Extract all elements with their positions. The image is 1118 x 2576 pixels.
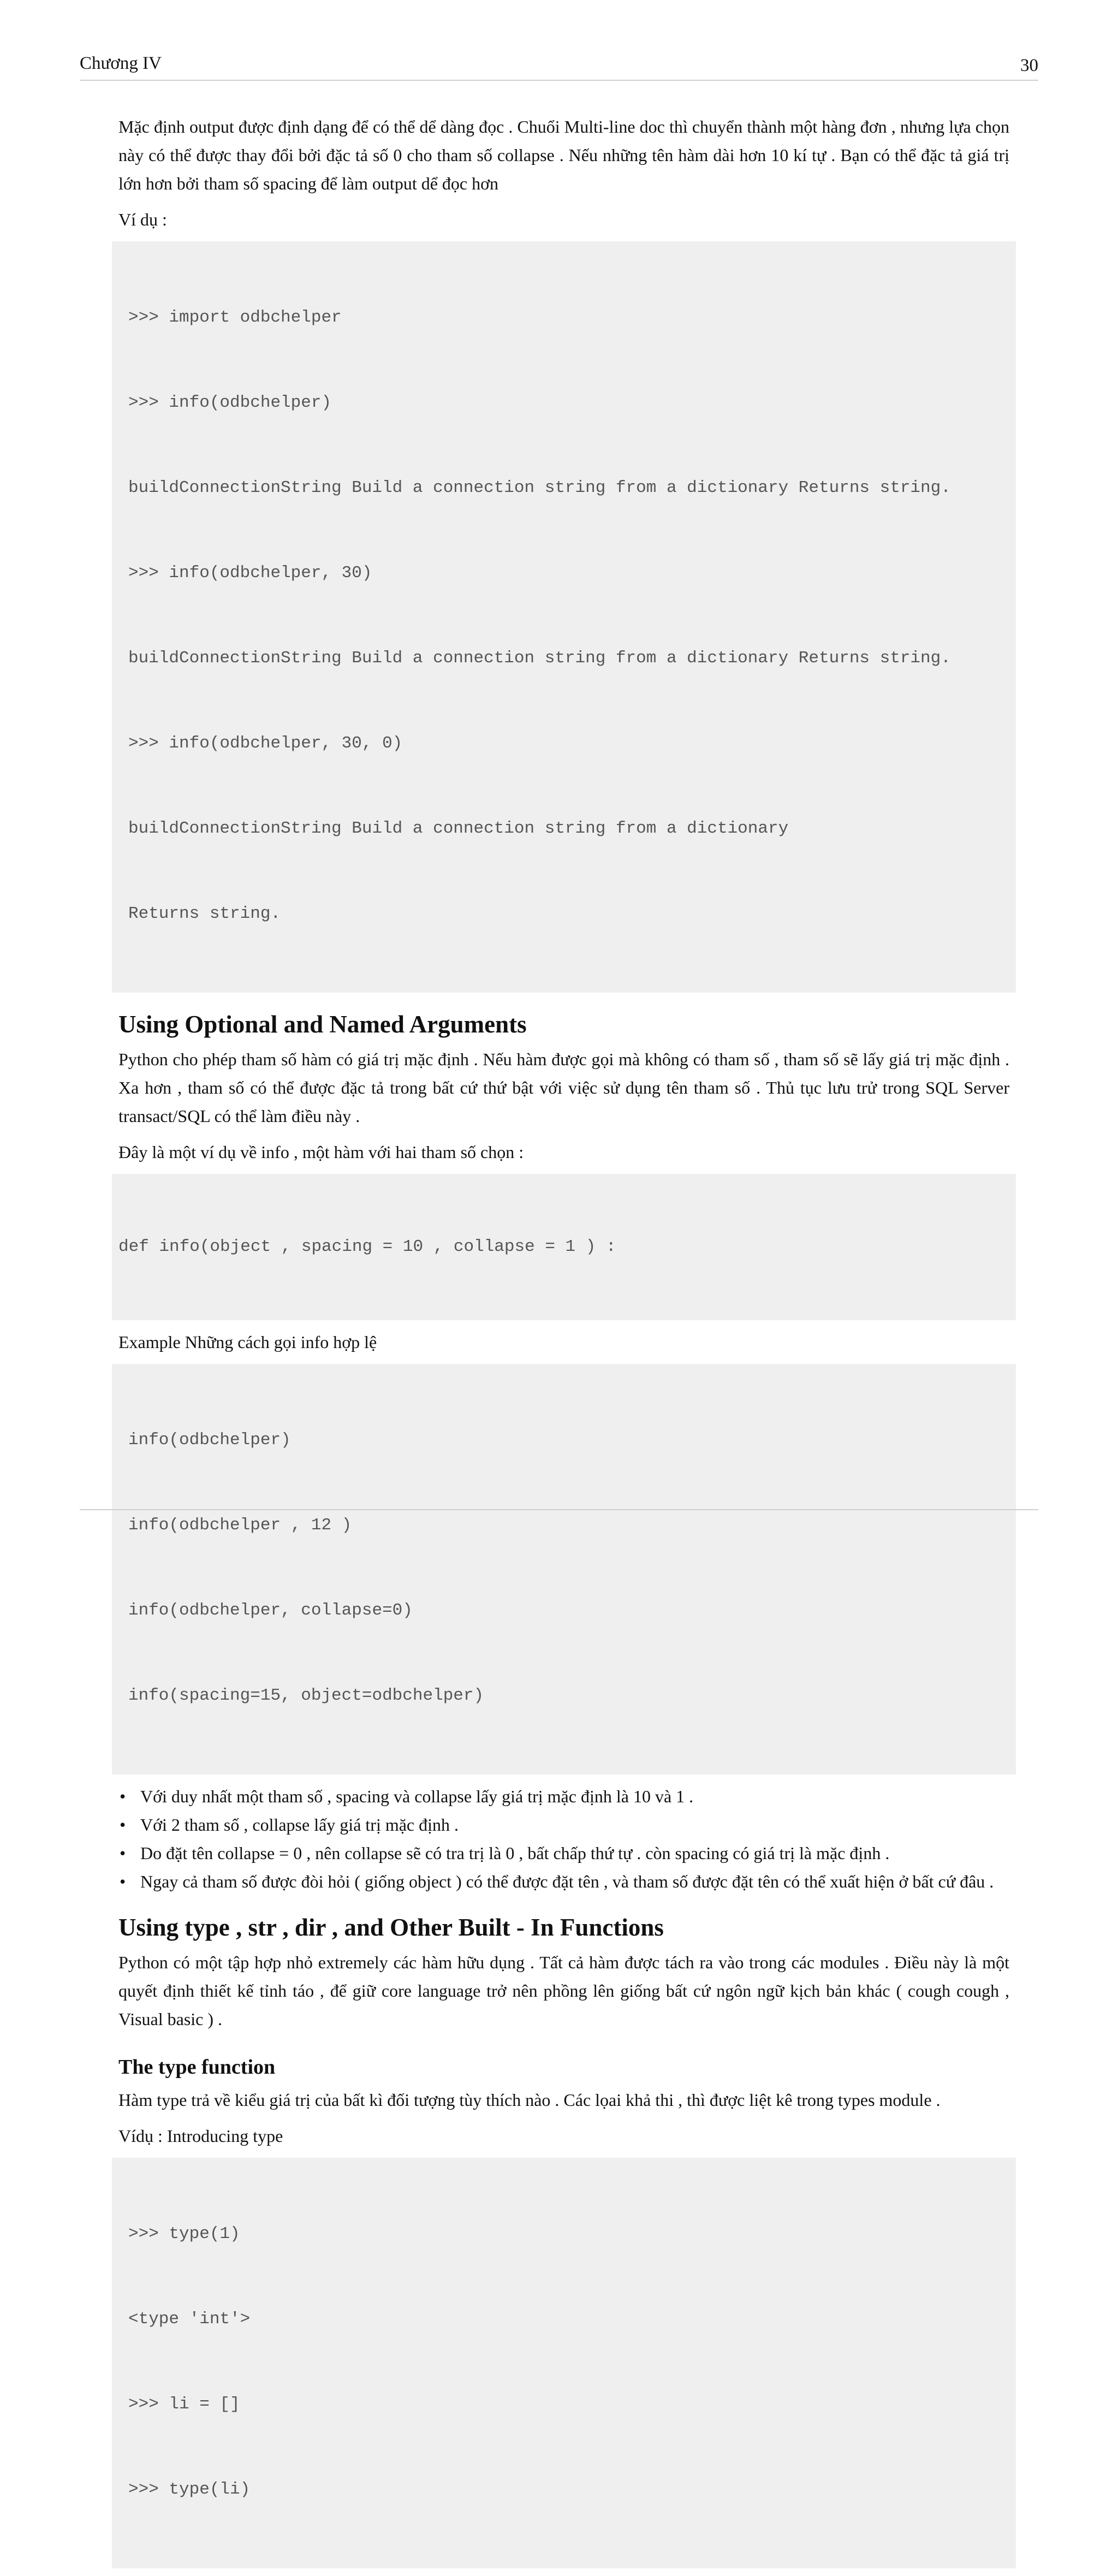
bullet-icon: •	[120, 1815, 126, 1835]
code-line: buildConnectionString Build a connection string from a dictionary Returns string.	[128, 649, 951, 668]
heading-optional-named-arguments: Using Optional and Named Arguments	[118, 1011, 527, 1038]
paragraph-type-description: Hàm type trả về kiểu giá trị của bất kì đối tượng tùy thích nào . Các lọai khả thi , thì được liệt kê trong types module .	[118, 2090, 941, 2110]
page-content	[118, 112, 1009, 2576]
code-line: info(odbchelper, collapse=0)	[128, 1601, 413, 1620]
code-line: >>> info(odbchelper, 30, 0)	[128, 734, 403, 753]
list-item-text: Với duy nhất một tham số , spacing và collapse lấy giá trị mặc định là 10 và 1 .	[140, 1786, 694, 1806]
code-line: info(odbchelper)	[128, 1431, 291, 1450]
list-item-text: Do đặt tên collapse = 0 , nên collapse sẽ có tra trị là 0 , bất chấp thứ tự . còn spacing có giá trị là mặc định .	[140, 1843, 890, 1863]
page-number: 30	[1020, 56, 1038, 75]
list-item-text: Ngay cả tham số được đòi hỏi ( giống object ) có thể được đặt tên , và tham số được đặt tên có thể xuất hiện ở bất cứ đâu .	[140, 1872, 994, 1891]
page-header	[80, 54, 1038, 81]
bullet-icon: •	[120, 1786, 126, 1806]
code-line: buildConnectionString Build a connection string from a dictionary Returns string.	[128, 478, 951, 497]
code-block-def-info	[112, 1174, 1016, 1320]
bullet-icon: •	[120, 1843, 126, 1863]
code-line: >>> type(li)	[128, 2480, 251, 2499]
list-item	[118, 1867, 1009, 1896]
bullet-icon: •	[120, 1872, 126, 1891]
code-line: buildConnectionString Build a connection string from a dictionary	[128, 819, 789, 838]
paragraph-info-example: Đây là một ví dụ về info , một hàm với hai tham số chọn :	[118, 1142, 524, 1162]
code-line: >>> info(odbchelper, 30)	[128, 563, 372, 583]
chapter-title: Chương IV	[80, 54, 162, 73]
list-item	[118, 1839, 1009, 1867]
paragraph-example-label: Ví dụ :	[118, 210, 167, 229]
heading-type-function: The type function	[118, 2056, 276, 2079]
code-line: >>> import odbchelper	[128, 308, 342, 327]
code-block-info	[112, 241, 1016, 993]
code-block-info-calls	[112, 1364, 1016, 1774]
list-item	[118, 1811, 1009, 1839]
code-block-type	[112, 2158, 1016, 2568]
code-line: >>> type(1)	[128, 2224, 240, 2243]
heading-builtin-functions: Using type , str , dir , and Other Built - In Functions	[118, 1914, 664, 1941]
paragraph-valid-calls: Example Những cách gọi info hợp lệ	[118, 1332, 377, 1352]
paragraph-intro: Mặc định output được định dạng để có thể dể dàng đọc . Chuổi Multi-line doc thì chuyển thành một hàng đơn , nhưng lựa chọn này có thể được thay đổi bởi đặc tả số 0 cho tham số collapse . Nếu những tên hàm dài hơn 10 kí tự . Bạn có thể đặc tả giá trị lớn hơn bởi tham số spacing để làm output dể đọc hơn	[118, 117, 1009, 193]
page-footer-rule	[80, 1509, 1038, 1510]
code-line: <type 'int'>	[128, 2310, 251, 2329]
list-item-text: Với 2 tham số , collapse lấy giá trị mặc định .	[140, 1815, 459, 1835]
bullet-list	[118, 1782, 1009, 1896]
paragraph-builtin-intro: Python có một tập hợp nhỏ extremely các hàm hữu dụng . Tất cả hàm được tách ra vào trong các modules . Điều này là một quyết định thiết kế tỉnh táo , để giữ core language trở nên phồng lên giống bất cứ ngôn ngữ kịch bản khác ( cough cough , Visual basic ) .	[118, 1952, 1009, 2029]
code-line: Returns string.	[128, 904, 281, 923]
paragraph-default-values: Python cho phép tham số hàm có giá trị mặc định . Nếu hàm được gọi mà không có tham số , tham số sẽ lấy giá trị mặc định . Xa hơn , tham số có thể được đặc tả trong bất cứ thứ bật với việc sử dụng tên tham số . Thủ tục lưu trử trong SQL Server transact/SQL có thể làm điều này .	[118, 1049, 1009, 1126]
paragraph-introducing-type: Vídụ : Introducing type	[118, 2126, 283, 2146]
code-line: >>> info(odbchelper)	[128, 393, 332, 412]
code-line: info(odbchelper , 12 )	[128, 1516, 352, 1535]
list-item	[118, 1782, 1009, 1811]
code-line: >>> li = []	[128, 2395, 240, 2414]
code-line: info(spacing=15, object=odbchelper)	[128, 1686, 484, 1705]
code-line: def info(object , spacing = 10 , collapse = 1 ) :	[118, 1237, 616, 1256]
